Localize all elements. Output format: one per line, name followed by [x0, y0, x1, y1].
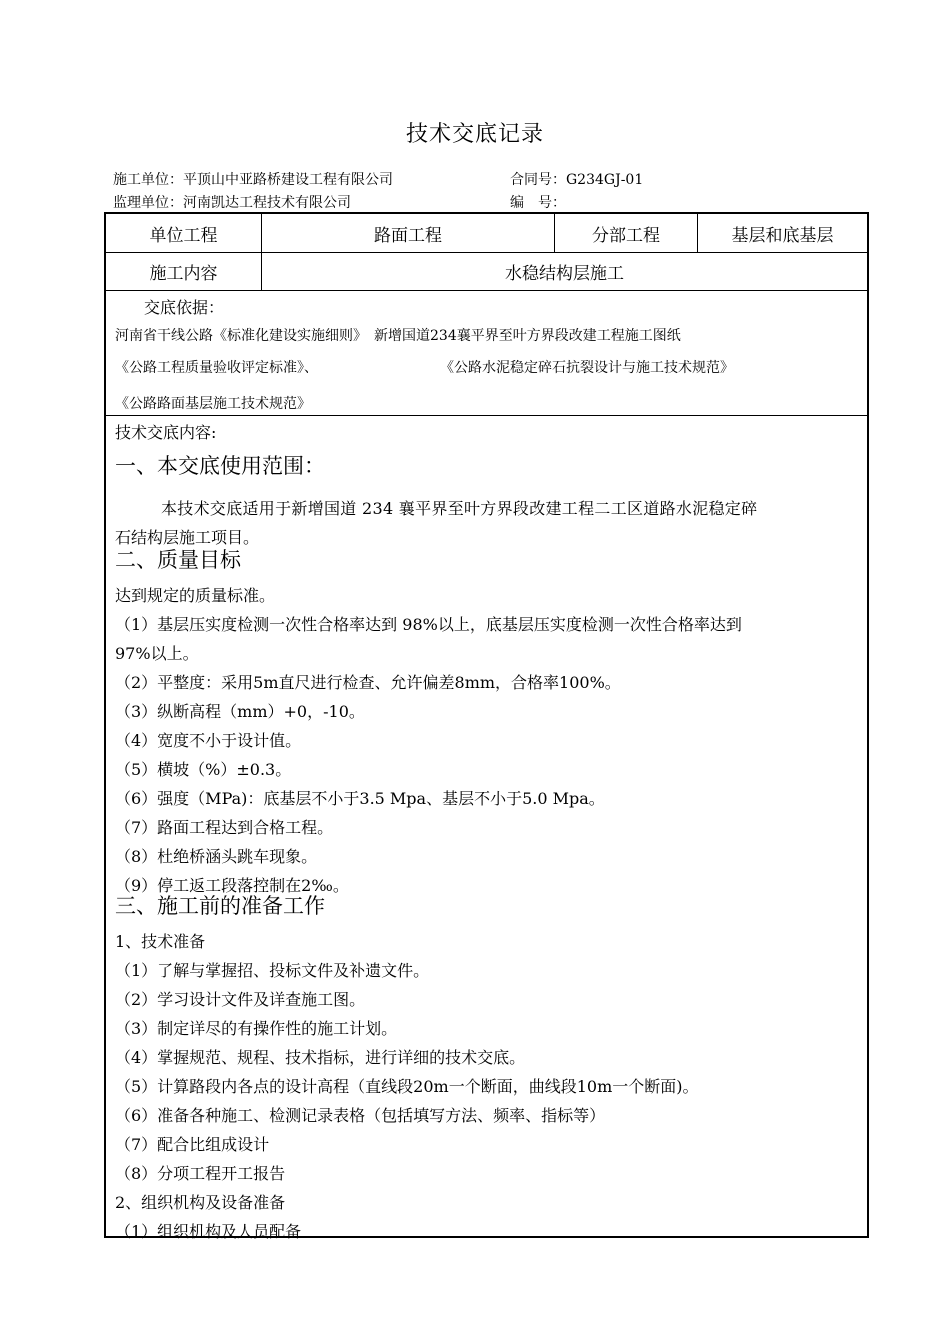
table-row-content — [106, 253, 867, 291]
document-title: 技术交底记录 — [405, 122, 544, 147]
list-item: （6）准备各种施工、检测记录表格（包括填写方法、频率、指标等） — [115, 1106, 606, 1125]
disclosure-basis — [106, 291, 867, 416]
content-label: 施工内容 — [106, 253, 262, 290]
basis-line: 《公路路面基层施工技术规范》 — [115, 396, 311, 412]
unit-project-value: 路面工程 — [262, 214, 555, 252]
sub-project-label: 分部工程 — [555, 214, 698, 252]
construction-unit: 施工单位：平顶山中亚路桥建设工程有限公司 — [113, 172, 393, 188]
table-row-unit-project — [106, 214, 867, 253]
unit-project-label: 单位工程 — [106, 214, 262, 252]
content-value: 水稳结构层施工 — [505, 264, 624, 284]
list-item: （8）分项工程开工报告 — [115, 1164, 286, 1183]
paragraph: 石结构层施工项目。 — [115, 528, 260, 547]
contract-number: 合同号：G234GJ-01 — [510, 172, 644, 188]
list-item: （3）制定详尽的有操作性的施工计划。 — [115, 1019, 398, 1038]
basis-line: 《公路工程质量验收评定标准》、 — [115, 360, 318, 376]
section-heading: 一、本交底使用范围： — [115, 454, 325, 478]
list-item: （4）宽度不小于设计值。 — [115, 731, 302, 750]
paragraph: 达到规定的质量标准。 — [115, 586, 276, 605]
list-item: （2）学习设计文件及详查施工图。 — [115, 990, 366, 1009]
section-heading: 二、质量目标 — [115, 548, 241, 572]
list-item: （1）了解与掌握招、投标文件及补遗文件。 — [115, 961, 430, 980]
basis-label: 交底依据： — [144, 298, 225, 317]
basis-line: 河南省干线公路《标准化建设实施细则》 新增国道234襄平界至叶方界段改建工程施工图纸 — [115, 328, 681, 344]
list-item: （3）纵断高程（mm）+0，-10。 — [115, 702, 365, 721]
list-item: （5）横坡（%）±0.3。 — [115, 760, 292, 779]
list-item: （4）掌握规范、规程、技术指标，进行详细的技术交底。 — [115, 1048, 526, 1067]
supervision-unit: 监理单位：河南凯达工程技术有限公司 — [113, 195, 351, 211]
list-item: （1）组织机构及人员配备 — [115, 1222, 302, 1241]
list-item: （6）强度（MPa)：底基层不小于3.5 Mpa、基层不小于5.0 Mpa。 — [115, 789, 605, 808]
list-item: （7）路面工程达到合格工程。 — [115, 818, 334, 837]
list-item: （1）基层压实度检测一次性合格率达到 98%以上，底基层压实度检测一次性合格率达到 — [115, 615, 742, 634]
serial-number: 编 号： — [510, 195, 566, 211]
list-item: （8）杜绝桥涵头跳车现象。 — [115, 847, 318, 866]
section-heading: 三、施工前的准备工作 — [115, 894, 325, 918]
list-item: （7）配合比组成设计 — [115, 1135, 270, 1154]
basis-line: 《公路水泥稳定碎石抗裂设计与施工技术规范》 — [440, 360, 734, 376]
subsection-heading: 2、组织机构及设备准备 — [115, 1193, 286, 1212]
paragraph: 本技术交底适用于新增国道 234 襄平界至叶方界段改建工程二工区道路水泥稳定碎 — [161, 499, 758, 518]
disclosure-table — [104, 212, 869, 1241]
subsection-heading: 1、技术准备 — [115, 932, 206, 951]
list-item: （2）平整度：采用5m直尺进行检查、允许偏差8mm，合格率100%。 — [115, 673, 621, 692]
content-label: 技术交底内容: — [115, 423, 217, 442]
list-item: （9）停工返工段落控制在2‰。 — [115, 876, 349, 895]
list-item: （5）计算路段内各点的设计高程（直线段20m一个断面，曲线段10m一个断面)。 — [115, 1077, 699, 1096]
list-item: 97%以上。 — [115, 644, 199, 663]
sub-project-value: 基层和底基层 — [731, 225, 834, 246]
